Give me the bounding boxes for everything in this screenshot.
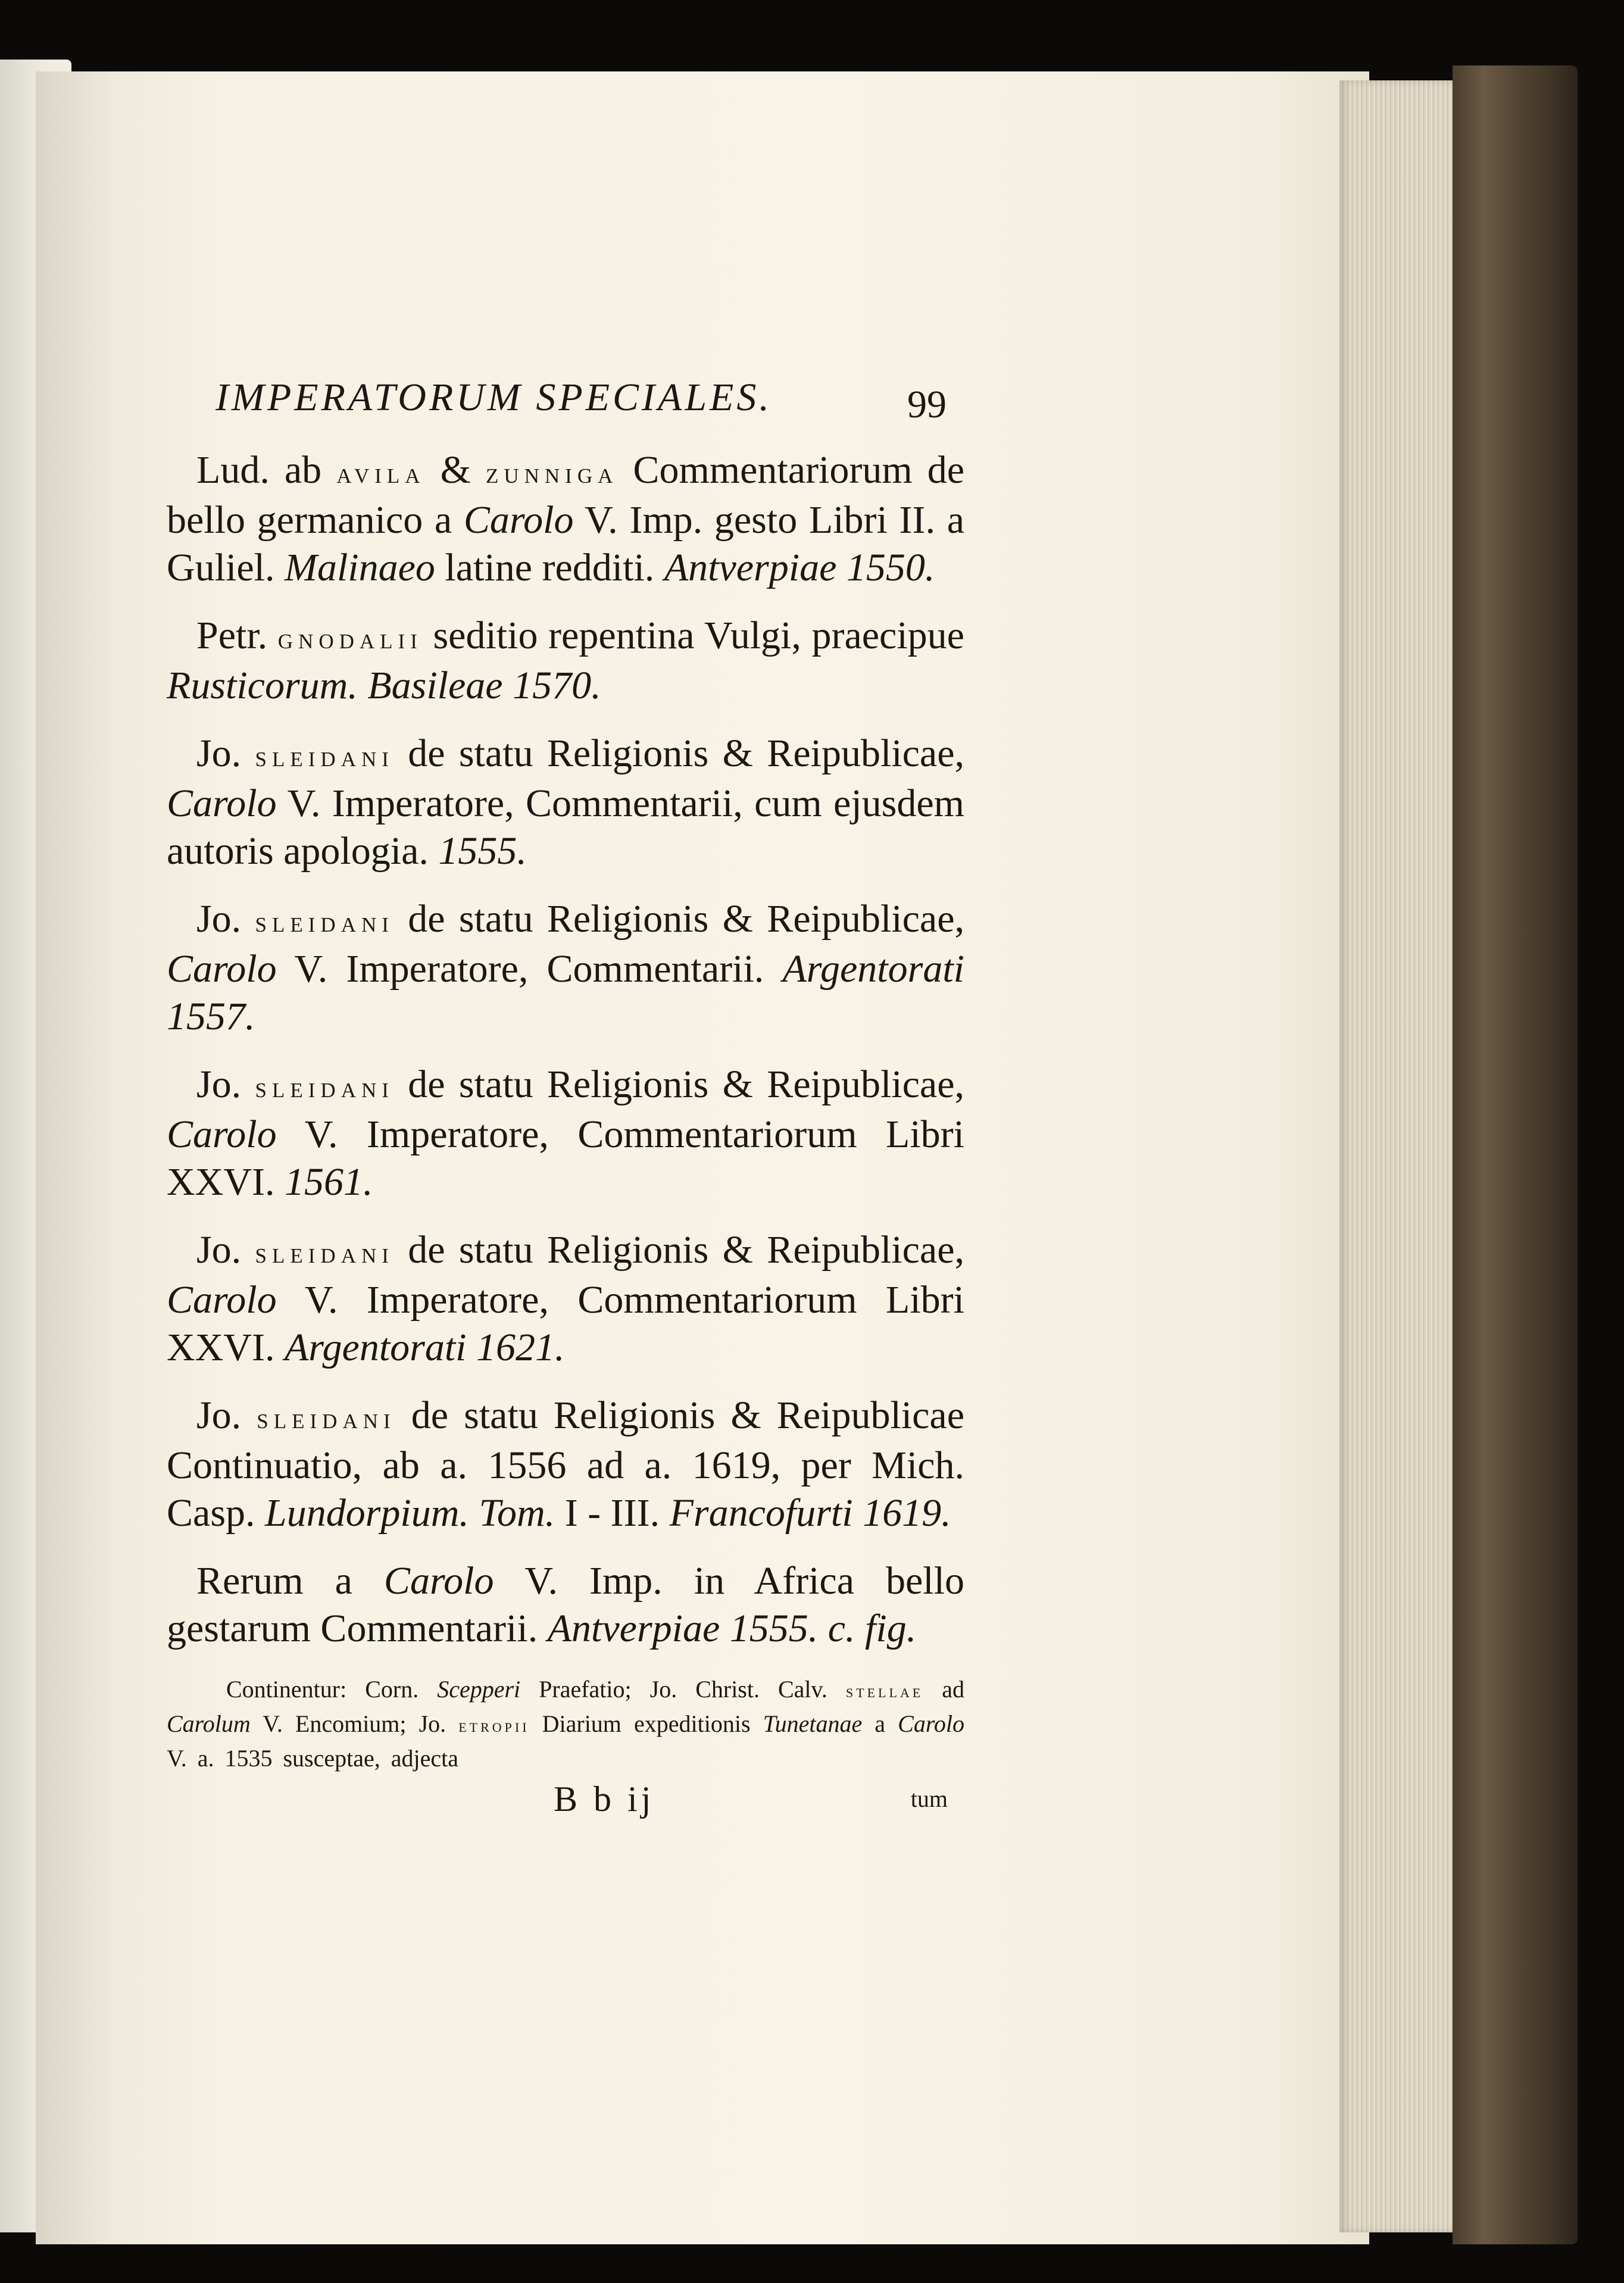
page-fore-edges: [1339, 80, 1464, 2232]
author-name: zunniga: [485, 456, 619, 489]
bibliography-entry: [167, 895, 964, 1041]
text-run: V. Imperatore, Commentariorum Libri XXVI.: [167, 1113, 964, 1204]
text-run: Jo.: [196, 1228, 255, 1272]
bibliography-entry: [167, 1557, 964, 1653]
page-text-block: [167, 375, 964, 1832]
page-number: 99: [907, 383, 947, 426]
text-run: Rerum a: [196, 1559, 384, 1603]
text-run: de statu Religionis & Reipublicae Continuatio, ab a. 1556 ad a. 1619, per Mich. Casp.: [167, 1394, 965, 1535]
contents-note: [167, 1673, 964, 1775]
author-name: sleidani: [255, 739, 394, 773]
text-run: Diarium expeditionis: [529, 1710, 763, 1737]
text-run: a: [862, 1710, 898, 1737]
italic-text: Malinaeo: [284, 546, 435, 589]
author-name: sleidani: [255, 1236, 394, 1269]
text-run: V. Imperatore, Commentariorum Libri XXVI.: [167, 1278, 964, 1369]
text-run: V. Encomium; Jo.: [250, 1710, 459, 1737]
bibliography-entry: [167, 612, 964, 710]
italic-text: Carolo: [167, 1113, 277, 1156]
italic-text: Carolo: [898, 1710, 965, 1737]
italic-text: Scepperi: [437, 1676, 521, 1703]
italic-text: 1561.: [284, 1160, 373, 1204]
bibliography-entry: [167, 1392, 964, 1537]
author-name: avila: [336, 456, 426, 489]
text-run: &: [425, 448, 486, 492]
italic-text: Argentorati 1557.: [167, 947, 964, 1038]
running-head-title: IMPERATORUM SPECIALES.: [216, 376, 772, 419]
bibliography-entry: [167, 730, 964, 875]
text-run: Praefatio; Jo. Christ. Calv.: [520, 1676, 846, 1703]
text-run: Continentur: Corn.: [226, 1676, 438, 1703]
author-name: etropii: [458, 1714, 530, 1736]
text-run: V. a. 1535 susceptae, adjecta: [167, 1745, 458, 1772]
signature-mark: B b ij: [554, 1779, 655, 1819]
author-name: sleidani: [255, 905, 394, 938]
text-run: Jo.: [196, 1063, 255, 1106]
italic-text: Carolo: [167, 1278, 277, 1322]
author-name: sleidani: [255, 1070, 394, 1104]
text-run: V. Imp. gesto Libri II. a Guliel.: [167, 498, 965, 589]
text-run: ad: [923, 1676, 964, 1703]
text-run: V. Imperatore, Commentarii, cum ejusdem autoris apologia.: [167, 782, 964, 873]
text-run: seditio repentina Vulgi, praecipue: [422, 614, 964, 657]
text-run: Commentariorum de bello germanico a: [167, 448, 965, 542]
italic-text: Carolo: [463, 498, 574, 542]
text-run: V. Imp. in Africa bello gestarum Commentarii.: [167, 1559, 964, 1650]
catchword: tum: [910, 1785, 948, 1812]
text-run: I - III.: [555, 1491, 670, 1535]
italic-text: 1555.: [438, 829, 527, 873]
bibliography-entry: [167, 446, 964, 592]
italic-text: Rusticorum. Basileae 1570.: [167, 664, 601, 707]
text-run: de statu Religionis & Reipublicae,: [393, 732, 965, 775]
italic-text: Carolo: [383, 1559, 494, 1603]
text-run: Jo.: [196, 732, 255, 775]
book-cover-edge: [1453, 65, 1578, 2244]
italic-text: Lundorpium. Tom.: [265, 1491, 555, 1535]
text-run: V. Imperatore, Commentarii.: [276, 947, 783, 991]
text-run: de statu Religionis & Reipublicae,: [393, 1228, 965, 1272]
italic-text: Tunetanae: [763, 1710, 863, 1737]
text-run: latine redditi.: [435, 546, 664, 589]
bibliography-entry: [167, 1061, 964, 1206]
text-run: Jo.: [196, 897, 255, 941]
italic-text: Francofurti 1619.: [669, 1491, 951, 1535]
text-run: de statu Religionis & Reipublicae,: [393, 1063, 965, 1106]
page-footer: [167, 1779, 964, 1832]
text-run: Lud. ab: [196, 448, 337, 492]
italic-text: Antverpiae 1550.: [664, 546, 935, 589]
text-run: de statu Religionis & Reipublicae,: [393, 897, 965, 941]
text-run: Petr.: [196, 614, 278, 657]
italic-text: Argentorati 1621.: [284, 1326, 565, 1369]
italic-text: Antverpiae 1555. c. fig.: [547, 1607, 917, 1650]
author-name: stellae: [845, 1680, 924, 1701]
author-name: gnodalii: [277, 621, 423, 655]
bibliography-entries: [167, 446, 964, 1653]
bibliography-entry: [167, 1226, 964, 1372]
text-run: Jo.: [196, 1394, 257, 1437]
running-head: [167, 375, 964, 446]
italic-text: Carolum: [167, 1710, 251, 1737]
italic-text: Carolo: [167, 782, 277, 825]
italic-text: Carolo: [167, 947, 277, 991]
author-name: sleidani: [257, 1401, 396, 1435]
